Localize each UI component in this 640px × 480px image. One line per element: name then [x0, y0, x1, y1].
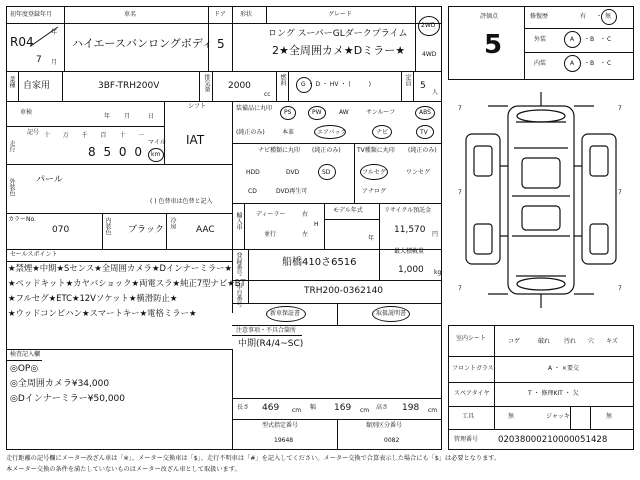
nav-cd: CD: [248, 188, 257, 195]
insp-year: 年: [104, 113, 111, 120]
unit-1: 万: [62, 132, 69, 139]
nav-title: ナビ種類に丸印: [258, 147, 301, 154]
length-label: 長さ: [237, 404, 250, 411]
maxload-label: 最大積載量: [394, 248, 425, 255]
model-year-unit: 年: [368, 235, 375, 242]
sales-line-2: ★ペッドキット★カヤバショック★両電スラ★純正7型ナビ★BT: [8, 278, 246, 288]
jack-label: ジャッキ: [546, 413, 570, 420]
displacement: 2000: [228, 81, 251, 91]
sheet-r2: [448, 382, 634, 383]
nav-sd: SD: [322, 169, 331, 176]
sheet-r4: [448, 429, 634, 430]
eq-note: (純正のみ): [236, 129, 265, 136]
class-label: 業種: [8, 76, 15, 88]
eq-pw: PW: [312, 109, 322, 116]
import-dealer: ディーラー: [256, 211, 286, 218]
reg-number: 船橋410さ6516: [282, 257, 357, 268]
imp-mid: [324, 219, 379, 220]
cc-unit: cc: [264, 91, 271, 98]
use-value: 自家用: [23, 81, 51, 91]
ext-c: C: [607, 36, 612, 43]
type-no: 19648: [274, 437, 294, 444]
jack-value: 無: [606, 413, 613, 420]
footer-line-1: 走行距離の記号欄にメーター改ざん車は「※」、メーター交換車は「$」、走行不明車は「#」を記入してください。メーター交換で合算表示した場合にも「$」は必要となります。: [6, 455, 501, 462]
tv-full: フルセグ: [362, 169, 386, 176]
color-code-label: カラーNo.: [8, 216, 36, 223]
grade-r1: [524, 28, 634, 29]
diag-mark-4: 7: [618, 189, 622, 196]
ext-a: A: [570, 36, 575, 43]
sales-label: セールスポイント: [10, 251, 58, 258]
reg-year: R04: [10, 35, 34, 49]
shape-label: 形状: [240, 11, 253, 18]
tools-label: 工具: [462, 413, 475, 420]
import-left: 左: [302, 231, 309, 238]
drive-2wd: 2WD: [421, 22, 436, 29]
insp-row-line: [6, 126, 164, 127]
exterior-label: 外装色: [8, 178, 15, 196]
doors: 5: [217, 37, 225, 51]
person-unit: 人: [432, 89, 439, 96]
insp-label: 車検: [20, 109, 33, 116]
sheet-item-2: 破れ: [538, 338, 551, 345]
score-label: 評価点: [480, 13, 499, 20]
checker-line-1: ◎OP◎: [10, 364, 39, 374]
exterior-color: パール: [36, 175, 63, 185]
unit-4: 十: [119, 132, 126, 139]
int-c: C: [607, 60, 612, 67]
width-label: 幅: [310, 404, 317, 411]
shift-label: シフト: [188, 103, 207, 110]
interior-label: 内装色: [104, 217, 111, 235]
checker-line-3: ◎Dインナーミラー¥50,000: [10, 394, 126, 404]
diag-mark-1: 7: [458, 105, 462, 112]
eq-tv: TV: [420, 129, 428, 136]
eq-aw: AW: [339, 109, 349, 116]
reg-row-bottom: [232, 280, 442, 281]
int-a: A: [570, 60, 575, 67]
kg: kg: [434, 269, 442, 276]
mileage-mile: マイル: [148, 139, 166, 146]
car-name-label: 車名: [124, 11, 137, 18]
checker-label: 検査記入欄: [10, 351, 41, 358]
capacity-label: 定員: [404, 74, 411, 86]
mileage-value: 8 5 0 0: [88, 145, 144, 159]
unit-5: 一: [137, 132, 144, 139]
width-cm: cm: [360, 407, 370, 414]
tv-analog: アナログ: [362, 188, 387, 195]
notes-label: 注意事項・不具合箇所: [236, 327, 297, 334]
eq-nav: ナビ: [376, 129, 389, 136]
int-label: 内装: [534, 60, 547, 67]
class-no: 0082: [384, 437, 400, 444]
tools-value: 無: [508, 413, 515, 420]
checker-line-2: ◎全周囲カメラ¥34,000: [10, 379, 110, 389]
grade-label: グレード: [328, 11, 353, 18]
sales-label-line: [6, 261, 232, 262]
vin-label: 車台番号: [235, 283, 242, 307]
sheet-label: 室内シート: [456, 335, 487, 342]
spare-value: T ・ 修理KIT ・ 欠: [528, 390, 579, 397]
maxload-value: 1,000: [398, 265, 424, 275]
car-diagram: [448, 86, 634, 318]
new-warranty: 新車保証書: [270, 310, 301, 317]
mgmt-value: 02038000210000051428: [498, 435, 608, 445]
grade-r2: [524, 52, 634, 53]
eq-airbag: エアバック: [317, 129, 347, 136]
eq-abs: ABS: [419, 109, 431, 116]
sheet-r1: [448, 356, 634, 357]
ext-dot1: ・: [584, 36, 591, 43]
recycle-label: リサイクル預託金: [384, 207, 432, 214]
length-value: 469: [262, 403, 280, 413]
shift-value: IAT: [186, 133, 205, 147]
tv-one: ワンセグ: [406, 169, 431, 176]
nav-note: (純正のみ): [312, 147, 341, 154]
length-cm: cm: [292, 407, 302, 414]
ext-dot2: ・: [600, 36, 607, 43]
import-parallel: 並行: [264, 231, 277, 238]
nav-dvdplay: DVD再生可: [276, 188, 308, 195]
disp-label: 排気量: [203, 74, 210, 92]
unit-2: 千: [81, 132, 88, 139]
repair-no: 無: [605, 13, 612, 20]
model-year-label: モデル年式: [333, 207, 363, 214]
height-cm: cm: [428, 407, 438, 414]
mileage-digits-label: 記号: [27, 129, 40, 136]
mileage-units: [44, 130, 144, 139]
int-dot2: ・: [600, 60, 607, 67]
docs-row-bottom: [232, 325, 442, 326]
recycle-value: 11,570: [394, 225, 426, 235]
diag-mark-3: 7: [458, 189, 462, 196]
unit-3: 百: [100, 132, 107, 139]
exterior-note: ( ) 色替車は色替と記入: [150, 198, 213, 205]
nav-hdd: HDD: [246, 169, 260, 176]
ext-b: B: [590, 36, 595, 43]
reg-number-label: 登録番号: [235, 252, 242, 276]
reg-month-unit: 月: [51, 59, 58, 66]
height-label: 高さ: [376, 404, 389, 411]
sales-line-4: ★ウッドコンビハン★スマートキー★電格ミラー★: [8, 308, 197, 318]
class-no-label: 類別区分番号: [366, 422, 403, 429]
notes-line-1: 中期(R4/4~SC): [238, 339, 304, 349]
model-code: 3BF-TRH200V: [98, 81, 160, 91]
sheet-item-4: 穴: [588, 338, 595, 345]
insp-day: 日: [148, 113, 155, 120]
eq-title: 装備品に丸印: [236, 105, 273, 112]
windshield-label: フロントガラス: [452, 365, 494, 372]
int-b: B: [590, 60, 595, 67]
reg-month: 7: [36, 55, 42, 65]
drive-4wd: 4WD: [422, 51, 437, 58]
repair-label: 修復歴: [530, 13, 549, 20]
import-label: 輸入車: [235, 212, 242, 230]
sheet-item-3: 汚れ: [564, 338, 577, 345]
vin-value: TRH200-0362140: [304, 286, 384, 296]
fuel-label: 燃料: [279, 74, 286, 86]
sheet-item-1: コゲ: [508, 338, 521, 345]
import-h: H: [314, 221, 319, 228]
mgmt-label: 管理番号: [454, 436, 479, 443]
ext-label: 外装: [534, 36, 547, 43]
ac-label: 冷房: [169, 217, 176, 229]
sales-line-1: ★禁煙★中期★Sセンス★全周囲カメラ★Dインナーミラー★: [8, 263, 233, 273]
ac-value: AAC: [196, 225, 215, 235]
spare-label: スペアタイヤ: [454, 390, 490, 397]
import-right: 右: [302, 211, 309, 218]
mile-row-line: [6, 164, 232, 165]
eq-ps: PS: [284, 109, 292, 116]
reg-year-unit: 年: [51, 29, 58, 36]
diag-mark-5: 7: [458, 285, 462, 292]
height-value: 198: [402, 403, 420, 413]
width-value: 169: [334, 403, 352, 413]
grade-line1: ロング スーパーGLダークプライム: [268, 29, 408, 39]
int-dot1: ・: [584, 60, 591, 67]
footer-line-2: 本メーター交換の条件を満たしていないものはメーター改ざん車として取扱います。: [6, 466, 241, 473]
unit-0: 十: [44, 132, 51, 139]
diag-mark-2: 7: [618, 105, 622, 112]
checker-label-line: [6, 360, 42, 361]
dims-top: [232, 398, 442, 399]
capacity: 5: [420, 81, 426, 91]
tv-title: TV種類に丸印: [357, 147, 395, 154]
sheet-item-5: キズ: [606, 338, 618, 345]
door-label: ドア: [214, 11, 226, 18]
fuel-options: G ・ D ・ HV ・ ( ): [301, 81, 372, 88]
notes-label-line: [232, 335, 302, 336]
car-outline-svg: [448, 86, 634, 318]
car-name: ハイエースバンロングボディ: [72, 37, 213, 50]
type-label: 型式指定番号: [262, 422, 299, 429]
score-value: 5: [484, 30, 503, 60]
mileage-km: km: [151, 151, 161, 158]
reg-label: 初年度登録年月: [10, 11, 53, 18]
windshield-value: A ・ ×要交: [548, 365, 579, 372]
eq-sunroof: サンルーフ: [366, 109, 396, 116]
manual: 取扱説明書: [376, 310, 407, 317]
diag-mark-6: 7: [618, 285, 622, 292]
color-code: 070: [52, 225, 70, 235]
repair-dot: ・: [596, 13, 603, 20]
sales-line-3: ★フルセグ★ETC★12Vソケット★横滑防止★: [8, 293, 178, 303]
mileage-label: 走行: [8, 140, 15, 152]
interior-color: ブラック: [128, 225, 164, 235]
insp-month: 月: [124, 113, 131, 120]
eq-leather: 本革: [282, 129, 295, 136]
yen: 円: [432, 231, 439, 238]
nav-dvd: DVD: [286, 169, 300, 176]
repair-yes: 有: [580, 13, 587, 20]
grade-line2: 2★全周囲カメ★Dミラー★: [272, 44, 406, 57]
tv-note: (純正のみ): [408, 147, 437, 154]
